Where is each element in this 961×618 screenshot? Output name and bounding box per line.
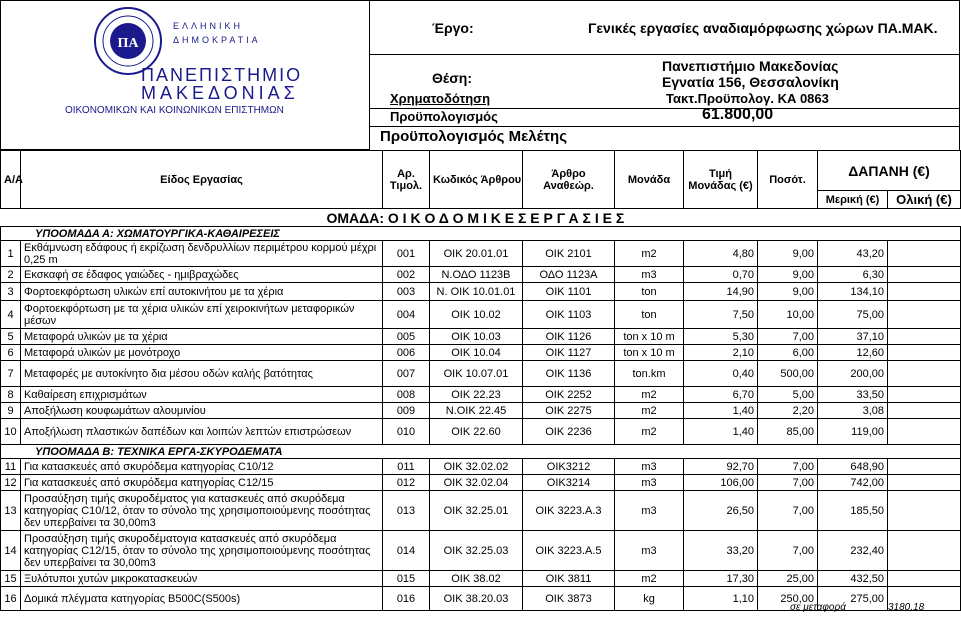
cell-desc: Μεταφορά υλικών με τα χέρια (21, 329, 383, 345)
cell-price: 1,40 (684, 419, 758, 445)
budget-value: 61.800,00 (702, 106, 774, 123)
table-row (1, 419, 961, 445)
cell-price: 106,00 (684, 475, 758, 491)
cell-unit: kg (615, 587, 684, 611)
subgroup-title: ΥΠΟΟΜΑΔΑ Α: ΧΩΜΑΤΟΥΡΓΙΚΑ-ΚΑΘΑΙΡΕΣΕΙΣ (1, 227, 961, 241)
cell-unit: ton x 10 m (615, 345, 684, 361)
subgroup-title: ΥΠΟΟΜΑΔΑ Β: ΤΕΧΝΙΚΑ ΕΡΓΑ-ΣΚΥΡΟΔΕΜΑΤΑ (1, 445, 961, 459)
location-value-line2: Εγνατία 156, Θεσσαλονίκη (662, 74, 839, 90)
cell-review: ΟΙΚ 3223.Α.3 (523, 491, 615, 531)
table-row (1, 241, 961, 267)
cell-art: 011 (383, 459, 430, 475)
table-row (1, 459, 961, 475)
cell-unit: m3 (615, 459, 684, 475)
cell-code: ΟΙΚ 10.04 (430, 345, 523, 361)
table-row (1, 329, 961, 345)
funding-value: Τακτ.Προϋπολογ. ΚΑ 0863 (666, 91, 829, 106)
carry-over-value: 3180,18 (888, 602, 925, 613)
table-row (1, 491, 961, 531)
cell-price: 2,10 (684, 345, 758, 361)
cell-desc: Φορτοεκφόρτωση υλικών επί αυτοκινήτου με τα χέρια (21, 283, 383, 301)
cell-code: Ν. ΟΙΚ 10.01.01 (430, 283, 523, 301)
cell-art: 014 (383, 531, 430, 571)
cell-partial: 6,30 (818, 267, 888, 283)
cell-total (888, 345, 961, 361)
table-row (1, 403, 961, 419)
cell-unit: m3 (615, 531, 684, 571)
cell-aa: 6 (1, 345, 21, 361)
cell-partial: 185,50 (818, 491, 888, 531)
cell-review: ΟΙΚ3214 (523, 475, 615, 491)
cell-unit: m2 (615, 419, 684, 445)
cell-partial: 432,50 (818, 571, 888, 587)
cell-desc: Εκσκαφή σε έδαφος γαιώδες - ημιβραχώδες (21, 267, 383, 283)
cell-total (888, 571, 961, 587)
cell-partial: 648,90 (818, 459, 888, 475)
cell-partial: 232,40 (818, 531, 888, 571)
cell-partial: 3,08 (818, 403, 888, 419)
cell-price: 1,10 (684, 587, 758, 611)
cell-aa: 12 (1, 475, 21, 491)
cell-total (888, 241, 961, 267)
cell-review: ΟΙΚ 2275 (523, 403, 615, 419)
header-line-1 (370, 54, 960, 55)
cell-total (888, 283, 961, 301)
cell-review: ΟΙΚ 1127 (523, 345, 615, 361)
cell-aa: 4 (1, 301, 21, 329)
cell-review: ΟΙΚ 1101 (523, 283, 615, 301)
cell-qty: 9,00 (758, 241, 818, 267)
cell-desc: Ξυλότυποι χυτών μικροκατασκευών (21, 571, 383, 587)
cell-partial: 119,00 (818, 419, 888, 445)
cell-total (888, 403, 961, 419)
cell-code: ΟΙΚ 22.60 (430, 419, 523, 445)
cell-art: 007 (383, 361, 430, 387)
cell-desc: Προσαύξηση τιμής σκυροδέματος για κατασκευές από σκυρόδεμα κατηγορίας C10/12, όταν το σύνολο της χρησιμοποιούμενης ποσότητας δεν υπερβαίνει τα 30,00m3 (21, 491, 383, 531)
cell-desc: Για κατασκευές από σκυρόδεμα κατηγορίας C12/15 (21, 475, 383, 491)
cell-aa: 9 (1, 403, 21, 419)
cell-desc: Εκθάμνωση εδάφους ή εκρίζωση δενδρυλλίων περιμέτρου κορμού μέχρι 0,25 m (21, 241, 383, 267)
col-total: Ολική (€) (888, 191, 961, 209)
cell-code: ΟΙΚ 10.07.01 (430, 361, 523, 387)
cell-price: 14,90 (684, 283, 758, 301)
cell-qty: 7,00 (758, 531, 818, 571)
cell-unit: m2 (615, 387, 684, 403)
svg-text:ΠΑ: ΠΑ (117, 36, 139, 51)
table-row (1, 361, 961, 387)
cell-review: ΟΙΚ 2252 (523, 387, 615, 403)
table-row (1, 283, 961, 301)
cell-unit: m2 (615, 241, 684, 267)
cell-review: ΟΙΚ3212 (523, 459, 615, 475)
cell-unit: ton (615, 283, 684, 301)
subgroup-title-row (1, 445, 961, 459)
cell-code: Ν.ΟΔΟ 1123Β (430, 267, 523, 283)
cell-unit: m3 (615, 267, 684, 283)
university-name-line2: ΜΑΚΕΔΟΝΙΑΣ (141, 83, 299, 103)
cell-price: 1,40 (684, 403, 758, 419)
funding-label: Χρηματοδότηση (390, 91, 491, 106)
cell-total (888, 531, 961, 571)
cell-total (888, 267, 961, 283)
university-name-line1: ΠΑΝΕΠΙΣΤΗΜΙΟ (141, 65, 303, 85)
cell-aa: 14 (1, 531, 21, 571)
header-right-border (959, 0, 960, 150)
cell-total (888, 387, 961, 403)
group-row (1, 209, 961, 227)
cell-partial: 275,00 (818, 587, 888, 611)
cell-art: 004 (383, 301, 430, 329)
cell-unit: m3 (615, 475, 684, 491)
cell-review: ΟΙΚ 1126 (523, 329, 615, 345)
budget-table (0, 150, 961, 611)
cell-partial: 33,50 (818, 387, 888, 403)
col-review: Άρθρο Αναθεώρ. (523, 151, 615, 209)
cell-qty: 2,20 (758, 403, 818, 419)
project-value: Γενικές εργασίες αναδιαμόρφωσης χώρων ΠΑ.ΜΑΚ. (588, 20, 938, 36)
cell-desc: Για κατασκευές από σκυρόδεμα κατηγορίας C10/12 (21, 459, 383, 475)
cell-price: 5,30 (684, 329, 758, 345)
table-row (1, 571, 961, 587)
cell-review: ΟΙΚ 3811 (523, 571, 615, 587)
budget-label: Προϋπολογισμός (390, 109, 498, 124)
cell-qty: 7,00 (758, 329, 818, 345)
greek-republic-line1: ΕΛΛΗΝΙΚΗ (173, 21, 244, 31)
cell-review: ΟΙΚ 3223.Α.5 (523, 531, 615, 571)
cell-price: 4,80 (684, 241, 758, 267)
cell-aa: 11 (1, 459, 21, 475)
cell-code: ΟΙΚ 32.25.03 (430, 531, 523, 571)
cell-desc: Δομικά πλέγματα κατηγορίας B500C(S500s) (21, 587, 383, 611)
cell-total (888, 459, 961, 475)
cell-art: 010 (383, 419, 430, 445)
cell-art: 012 (383, 475, 430, 491)
location-label: Θέση: (432, 70, 472, 86)
cell-art: 016 (383, 587, 430, 611)
cell-desc: Αποξήλωση πλαστικών δαπέδων και λοιπών λεπτών επιστρώσεων (21, 419, 383, 445)
cell-price: 33,20 (684, 531, 758, 571)
cell-review: ΟΙΚ 1103 (523, 301, 615, 329)
cell-desc: Προσαύξηση τιμής σκυροδέματογια κατασκευές από σκυρόδεμα κατηγορίας C12/15, όταν το σύνολο της χρησιμοποιούμενης ποσότητας δεν υπερβαίνει τα 30,00m3 (21, 531, 383, 571)
cell-art: 005 (383, 329, 430, 345)
cell-unit: ton.km (615, 361, 684, 387)
cell-price: 7,50 (684, 301, 758, 329)
cell-code: ΟΙΚ 32.02.02 (430, 459, 523, 475)
header-top-border (370, 0, 960, 1)
cell-desc: Φορτοεκφόρτωση με τα χέρια υλικών επί χειροκινήτων μεταφορικών μέσων (21, 301, 383, 329)
cell-price: 0,70 (684, 267, 758, 283)
table-row (1, 301, 961, 329)
cell-review: ΟΔΟ 1123Α (523, 267, 615, 283)
cell-desc: Αποξήλωση κουφωμάτων αλουμινίου (21, 403, 383, 419)
cell-unit: ton (615, 301, 684, 329)
cell-aa: 2 (1, 267, 21, 283)
cell-price: 26,50 (684, 491, 758, 531)
table-row (1, 475, 961, 491)
column-header-row (1, 151, 961, 191)
table-row (1, 387, 961, 403)
col-aa: Α/Α (1, 151, 21, 209)
cell-aa: 8 (1, 387, 21, 403)
cell-aa: 5 (1, 329, 21, 345)
cell-review: ΟΙΚ 2101 (523, 241, 615, 267)
logo-block (0, 0, 370, 150)
col-cost: ΔΑΠΑΝΗ (€) (818, 151, 961, 191)
cell-qty: 6,00 (758, 345, 818, 361)
study-title: Προϋπολογισμός Μελέτης (380, 128, 568, 145)
col-unit: Μονάδα (615, 151, 684, 209)
cell-qty: 7,00 (758, 459, 818, 475)
col-art: Αρ. Τιμολ. (383, 151, 430, 209)
group-title: ΟΜΑΔΑ: Ο Ι Κ Ο Δ Ο Μ Ι Κ Ε Σ Ε Ρ Γ Α Σ Ι Ε Σ (326, 209, 625, 226)
cell-code: ΟΙΚ 22.23 (430, 387, 523, 403)
table-row (1, 345, 961, 361)
greek-republic-line2: ΔΗΜΟΚΡΑΤΙΑ (173, 35, 261, 45)
cell-total (888, 475, 961, 491)
cell-aa: 13 (1, 491, 21, 531)
cell-aa: 7 (1, 361, 21, 387)
cell-code: Ν.ΟΙΚ 22.45 (430, 403, 523, 419)
cell-partial: 742,00 (818, 475, 888, 491)
cell-qty: 7,00 (758, 491, 818, 531)
header-line-3 (370, 126, 960, 127)
cell-art: 008 (383, 387, 430, 403)
cell-aa: 1 (1, 241, 21, 267)
cell-review: ΟΙΚ 3873 (523, 587, 615, 611)
cell-code: ΟΙΚ 32.25.01 (430, 491, 523, 531)
cell-partial: 200,00 (818, 361, 888, 387)
cell-code: ΟΙΚ 10.03 (430, 329, 523, 345)
cell-code: ΟΙΚ 32.02.04 (430, 475, 523, 491)
cell-art: 006 (383, 345, 430, 361)
cell-aa: 3 (1, 283, 21, 301)
cell-art: 015 (383, 571, 430, 587)
cell-review: ΟΙΚ 1136 (523, 361, 615, 387)
cell-qty: 9,00 (758, 267, 818, 283)
university-name-line3: ΟΙΚΟΝΟΜΙΚΩΝ ΚΑΙ ΚΟΙΝΩΝΙΚΩΝ ΕΠΙΣΤΗΜΩΝ (65, 105, 284, 116)
cell-code: ΟΙΚ 38.20.03 (430, 587, 523, 611)
location-value-line1: Πανεπιστήμιο Μακεδονίας (662, 58, 839, 74)
cell-qty: 85,00 (758, 419, 818, 445)
cell-art: 013 (383, 491, 430, 531)
col-partial: Μερική (€) (818, 191, 888, 209)
cell-art: 009 (383, 403, 430, 419)
cell-aa: 10 (1, 419, 21, 445)
cell-total (888, 329, 961, 345)
cell-art: 002 (383, 267, 430, 283)
cell-desc: Μεταφορές με αυτοκίνητο δια μέσου οδών καλής βατότητας (21, 361, 383, 387)
cell-price: 17,30 (684, 571, 758, 587)
cell-review: ΟΙΚ 2236 (523, 419, 615, 445)
cell-desc: Καθαίρεση επιχρισμάτων (21, 387, 383, 403)
cell-qty: 9,00 (758, 283, 818, 301)
cell-qty: 10,00 (758, 301, 818, 329)
cell-unit: m2 (615, 403, 684, 419)
cell-art: 003 (383, 283, 430, 301)
cell-qty: 5,00 (758, 387, 818, 403)
cell-partial: 12,60 (818, 345, 888, 361)
cell-qty: 250,00 (758, 587, 818, 611)
cell-aa: 15 (1, 571, 21, 587)
cell-total (888, 301, 961, 329)
cell-total (888, 491, 961, 531)
project-label: Έργο: (432, 20, 474, 36)
cell-total (888, 361, 961, 387)
cell-price: 6,70 (684, 387, 758, 403)
table-row (1, 531, 961, 571)
cell-art: 001 (383, 241, 430, 267)
col-type: Είδος Εργασίας (21, 151, 383, 209)
cell-code: ΟΙΚ 20.01.01 (430, 241, 523, 267)
cell-qty: 7,00 (758, 475, 818, 491)
col-code: Κωδικός Άρθρου (430, 151, 523, 209)
table-row (1, 267, 961, 283)
cell-code: ΟΙΚ 38.02 (430, 571, 523, 587)
cell-aa: 16 (1, 587, 21, 611)
cell-partial: 134,10 (818, 283, 888, 301)
cell-partial: 43,20 (818, 241, 888, 267)
subgroup-title-row (1, 227, 961, 241)
cell-total (888, 419, 961, 445)
cell-qty: 500,00 (758, 361, 818, 387)
col-price: Τιμή Μονάδας (€) (684, 151, 758, 209)
cell-partial: 75,00 (818, 301, 888, 329)
cell-desc: Μεταφορά υλικών με μονότροχο (21, 345, 383, 361)
cell-price: 92,70 (684, 459, 758, 475)
carry-over-label: σε μεταφορά (790, 602, 846, 613)
cell-code: ΟΙΚ 10.02 (430, 301, 523, 329)
cell-partial: 37,10 (818, 329, 888, 345)
cell-unit: ton x 10 m (615, 329, 684, 345)
cell-price: 0,40 (684, 361, 758, 387)
col-qty: Ποσότ. (758, 151, 818, 209)
cell-qty: 25,00 (758, 571, 818, 587)
cell-unit: m3 (615, 491, 684, 531)
cell-unit: m2 (615, 571, 684, 587)
